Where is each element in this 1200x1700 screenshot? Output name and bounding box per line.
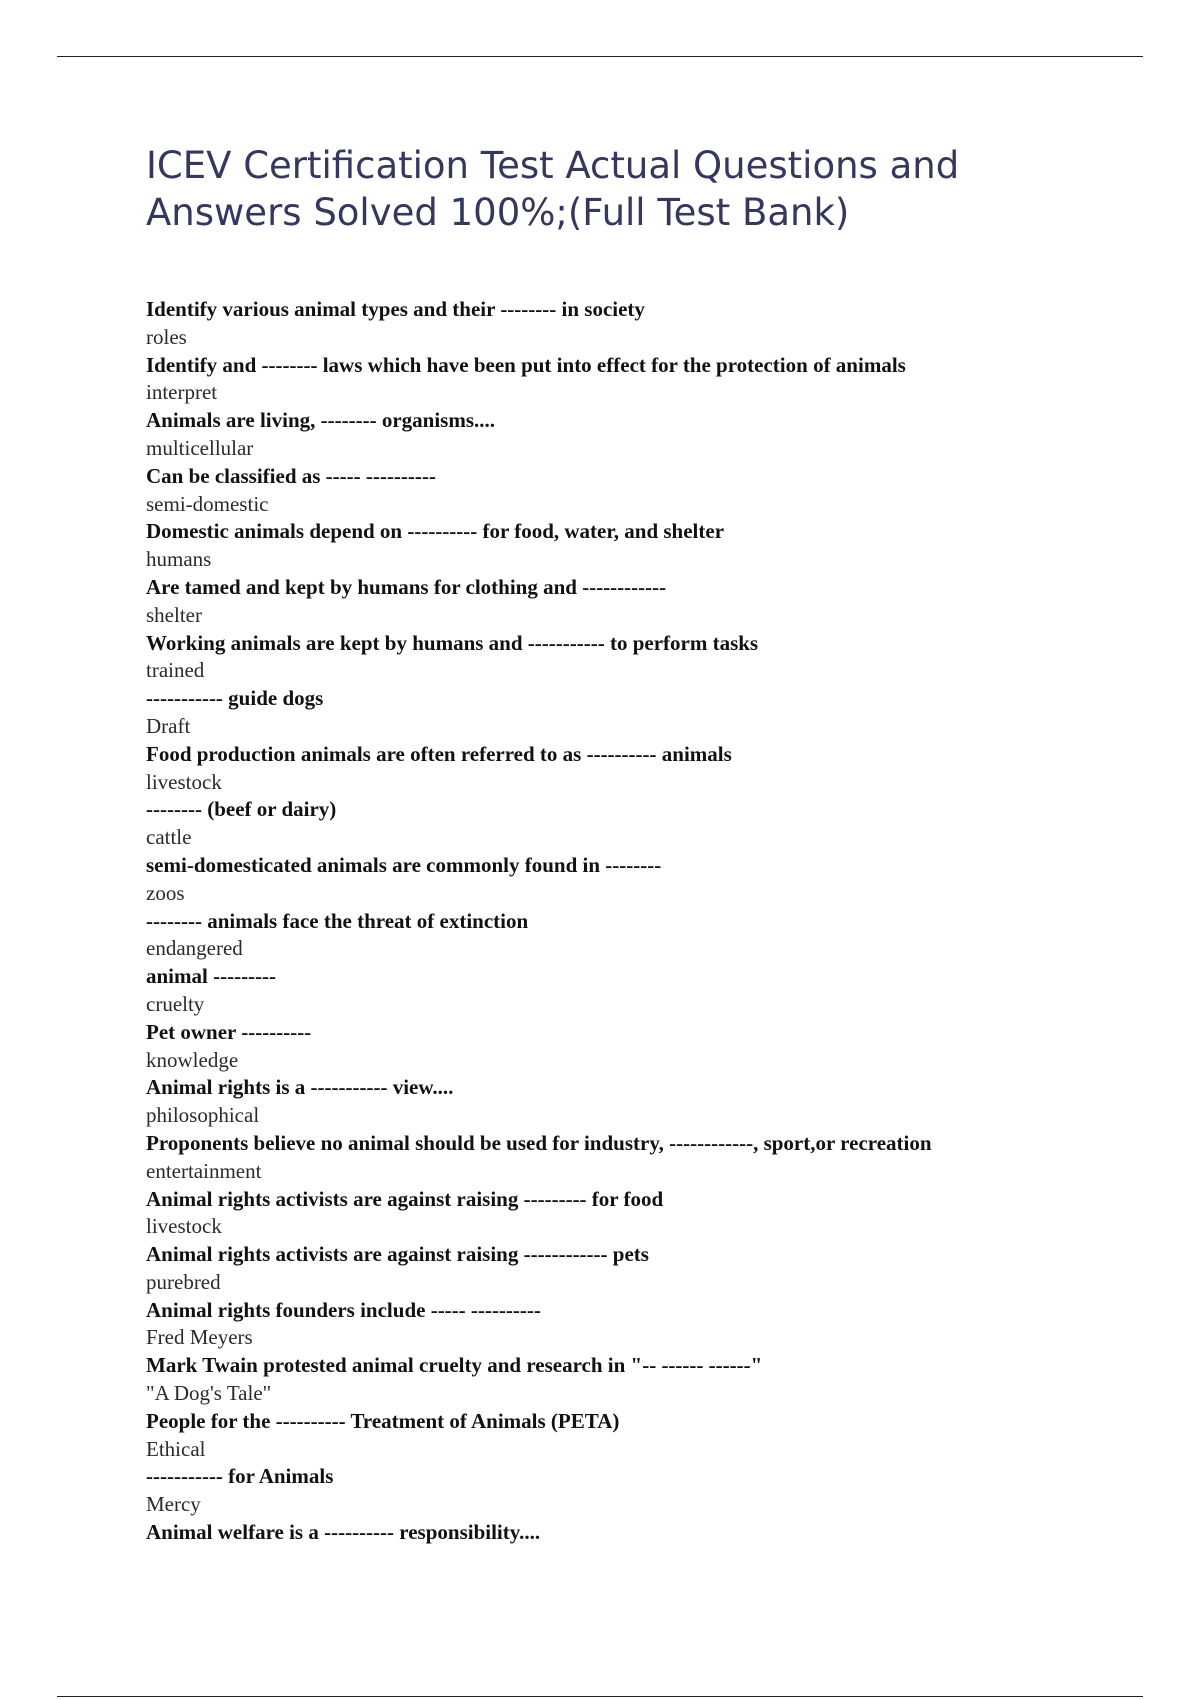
qa-item	[146, 1074, 1146, 1130]
question-text: Identify and -------- laws which have been put into effect for the protection of animals	[146, 352, 906, 377]
answer-text: semi-domestic	[146, 491, 269, 516]
answer-text: livestock	[146, 1214, 222, 1239]
question-text: Domestic animals depend on ---------- for food, water, and shelter	[146, 519, 725, 544]
question-text: Identify various animal types and their -------- in society	[146, 297, 645, 321]
qa-item	[146, 518, 1146, 574]
question-text: Animal welfare is a ---------- responsibility....	[146, 1520, 541, 1545]
answer-text: trained	[146, 658, 205, 683]
question-text: Animal rights is a ----------- view....	[146, 1075, 454, 1100]
answer-text: endangered	[146, 936, 243, 961]
question-text: -------- animals face the threat of extinction	[146, 908, 529, 933]
qa-item	[146, 963, 1146, 1019]
question-text: semi-domesticated animals are commonly found in --------	[146, 852, 662, 877]
question-text: Mark Twain protested animal cruelty and research in "-- ------ ------"	[146, 1353, 763, 1378]
question-text: Working animals are kept by humans and ----------- to perform tasks	[146, 630, 759, 655]
question-text: Animal rights activists are against raising ------------ pets	[146, 1242, 649, 1267]
qa-item	[146, 1297, 1146, 1353]
question-text: Animal rights activists are against raising --------- for food	[146, 1186, 664, 1211]
qa-item	[146, 352, 1146, 408]
answer-text: knowledge	[146, 1047, 239, 1072]
question-text: ----------- for Animals	[146, 1464, 334, 1489]
question-answer-list	[146, 296, 1146, 1547]
answer-text: "A Dog's Tale"	[146, 1381, 272, 1406]
qa-item	[146, 852, 1146, 908]
qa-item	[146, 463, 1146, 519]
qa-item	[146, 1019, 1146, 1075]
answer-text: humans	[146, 547, 212, 572]
qa-item	[146, 908, 1146, 964]
answer-text: zoos	[146, 880, 185, 905]
answer-text: multicellular	[146, 435, 254, 460]
answer-text: Draft	[146, 713, 191, 738]
question-text: Are tamed and kept by humans for clothing and ------------	[146, 574, 667, 599]
qa-item	[146, 574, 1146, 630]
question-text: ----------- guide dogs	[146, 686, 324, 711]
qa-item	[146, 1463, 1146, 1519]
qa-item	[146, 1186, 1146, 1242]
question-text: Proponents believe no animal should be used for industry, ------------, sport,or recreation	[146, 1130, 932, 1155]
answer-text: interpret	[146, 380, 218, 405]
answer-text: philosophical	[146, 1103, 260, 1128]
qa-item	[146, 630, 1146, 686]
answer-text: Fred Meyers	[146, 1325, 253, 1350]
qa-item	[146, 741, 1146, 797]
qa-item	[146, 1408, 1146, 1464]
answer-text: cruelty	[146, 991, 205, 1016]
question-text: People for the ---------- Treatment of Animals (PETA)	[146, 1408, 620, 1433]
question-text: Animal rights founders include ----- ----------	[146, 1297, 541, 1322]
answer-text: Mercy	[146, 1492, 201, 1517]
qa-item	[146, 1241, 1146, 1297]
qa-item	[146, 1519, 1146, 1547]
answer-text: shelter	[146, 602, 202, 627]
answer-text: cattle	[146, 825, 192, 850]
question-text: Food production animals are often referred to as ---------- animals	[146, 741, 732, 766]
qa-item	[146, 296, 1146, 352]
bottom-rule	[57, 1696, 1143, 1697]
answer-text: roles	[146, 324, 187, 349]
document-title: ICEV Certification Test Actual Questions and Answers Solved 100%;(Full Test Bank)	[146, 144, 960, 234]
question-text: animal ---------	[146, 964, 277, 989]
qa-item	[146, 796, 1146, 852]
top-rule	[57, 56, 1143, 57]
answer-text: livestock	[146, 769, 222, 794]
answer-text: Ethical	[146, 1436, 206, 1461]
question-text: Can be classified as ----- ----------	[146, 463, 436, 488]
answer-text: entertainment	[146, 1158, 262, 1183]
question-text: -------- (beef or dairy)	[146, 797, 337, 822]
answer-text: purebred	[146, 1269, 221, 1294]
qa-item	[146, 407, 1146, 463]
qa-item	[146, 685, 1146, 741]
qa-item	[146, 1352, 1146, 1408]
qa-item	[146, 1130, 1146, 1186]
question-text: Animals are living, -------- organisms....	[146, 408, 495, 433]
question-text: Pet owner ----------	[146, 1019, 312, 1044]
